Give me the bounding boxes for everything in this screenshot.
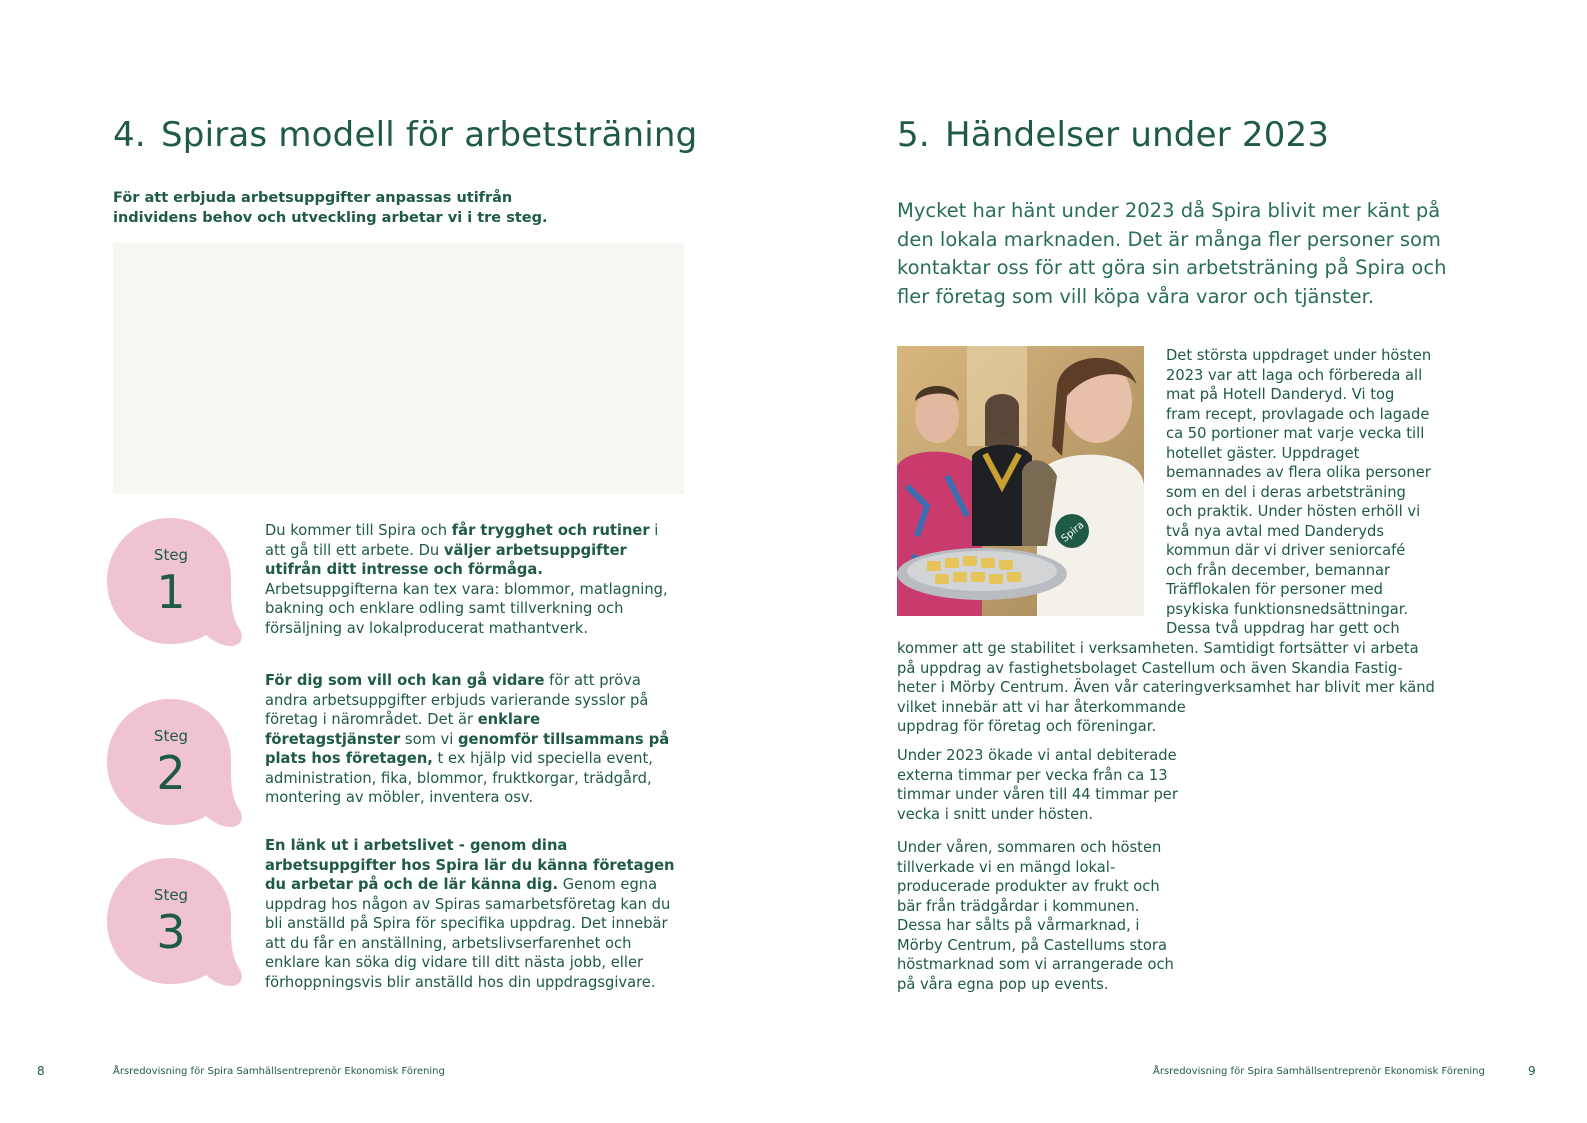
bold-run: enklare företagstjänster <box>265 711 541 748</box>
section-number: 4. <box>113 115 146 155</box>
section-number: 5. <box>897 115 930 155</box>
step-1-text <box>265 521 675 638</box>
step-number: 2 <box>156 746 186 800</box>
page-number: 9 <box>1528 1064 1536 1078</box>
step-label: Steg <box>153 546 189 564</box>
right-page <box>793 0 1587 1123</box>
paragraph-1-narrow <box>1166 346 1456 639</box>
page-number: 8 <box>37 1064 45 1078</box>
text-line: mat på Hotell Danderyd. Vi tog <box>1166 386 1395 403</box>
step-number: 3 <box>156 905 186 959</box>
text-line: Dessa två uppdrag har gett och <box>1166 620 1400 637</box>
text-line: psykiska funktionsnedsättningar. <box>1166 600 1409 618</box>
footer-text: Årsredovisning för Spira Samhällsentreprenör Ekonomisk Förening <box>113 1066 445 1077</box>
text-line: och praktik. Under hösten erhöll vi <box>1166 503 1421 520</box>
step-label: Steg <box>153 886 189 904</box>
text-run: Du kommer till Spira och <box>265 522 452 539</box>
step-number: 1 <box>156 565 186 619</box>
left-page <box>0 0 793 1123</box>
text-run: t ex hjälp vid speciella event, administration, fika, blommor, fruktkorgar, trädgård, montering av möbler, inventera osv. <box>265 750 653 806</box>
kitchen-photo <box>897 346 1144 616</box>
paragraph-1-continued <box>897 639 1457 737</box>
intro-text: För att erbjuda arbetsuppgifter anpassas utifrån individens behov och utveckling arbetar vi i tre steg. <box>113 190 548 226</box>
text-line: hotellet gäster. Uppdraget <box>1166 444 1360 462</box>
text-run: i att gå till ett arbete. Du <box>265 522 659 559</box>
text-line: ca 50 portioner mat varje vecka till <box>1166 425 1425 442</box>
text-line: Träfflokalen för personer med <box>1166 581 1383 598</box>
bold-run: får trygghet och rutiner <box>451 522 650 539</box>
lead-paragraph: Mycket har hänt under 2023 då Spira blivit mer känt på den lokala marknaden. Det är många fler personer som kontaktar oss för att göra sin arbetsträning på Spira och fler företag som vill köpa våra varor och tjänster. <box>897 199 1447 308</box>
bold-run: En länk ut i arbetslivet - genom dina arbetsuppgifter hos Spira lär du känna företagen du arbetar på och de lär känna dig. <box>265 837 675 893</box>
text-run: som vi <box>400 730 458 748</box>
text-line: och från december, bemannar <box>1166 561 1391 579</box>
step-3-text <box>265 836 675 992</box>
text-line: två nya avtal med Danderyds <box>1166 522 1385 540</box>
apron-logo-text: Spira <box>1059 519 1087 545</box>
text-line: vilket innebär att vi har återkommande <box>897 698 1186 716</box>
section-title: Spiras modell för arbetsträning <box>161 115 698 155</box>
bold-run: väljer arbetsuppgifter utifrån ditt intresse och förmåga. <box>265 541 627 578</box>
step-2-badge <box>107 697 237 827</box>
text-run: Arbetsuppgifterna kan tex vara: blommor, matlagning, bakning och enklare odling samt tillverkning och försäljning av lokalproducerat mathantverk. <box>265 580 668 637</box>
text-run: Genom egna uppdrag hos någon av Spiras samarbetsföretag kan du bli anställd på Spira för specifika uppdrag. Det innebär att du får en anställning, arbetslivserfarenhet och enklare kan söka dig vidare till ditt nästa jobb, eller förhoppningsvis blir anställd hos din uppdragsgivare. <box>265 876 671 991</box>
paragraph-3: Under våren, sommaren och hösten tillverkade vi en mängd lokal-producerade produkter av frukt och bär från trädgårdar i kommunen. Dessa har sålts på vårmarknad, i Mörby Centrum, på Castellums stora höstmarknad som vi arrangerade och på våra egna pop up events. <box>897 839 1174 993</box>
step-label: Steg <box>153 727 189 745</box>
step-1-badge <box>107 516 237 646</box>
paragraph-2: Under 2023 ökade vi antal debiterade externa timmar per vecka från ca 13 timmar under våren till 44 timmar per vecka i snitt under hösten. <box>897 747 1178 823</box>
text-line: bemannades av flera olika personer <box>1166 464 1431 481</box>
text-line: 2023 var att laga och förbereda all <box>1166 366 1423 384</box>
text-line: uppdrag för företag och föreningar. <box>897 718 1157 735</box>
text-line: på uppdrag av fastighetsbolaget Castellum och även Skandia Fastig- <box>897 659 1403 677</box>
text-run: för att pröva andra arbetsuppgifter erbjuds varierande sysslor på företag i närområdet. Det är <box>265 672 649 728</box>
text-line: som en del i deras arbetsträning <box>1166 483 1406 501</box>
section-title: Händelser under 2023 <box>945 115 1330 155</box>
bold-run: För dig som vill och kan gå vidare <box>265 672 545 689</box>
section-4-heading <box>113 115 697 155</box>
section-5-heading <box>897 115 1329 155</box>
bold-run: genomför tillsammans på plats hos företagen, <box>265 730 670 767</box>
footer-text: Årsredovisning för Spira Samhällsentreprenör Ekonomisk Förening <box>1153 1066 1485 1077</box>
text-line: heter i Mörby Centrum. Även vår cateringverksamhet har blivit mer känd <box>897 679 1435 696</box>
step-2-text <box>265 671 675 808</box>
text-line: kommer att ge stabilitet i verksamheten. Samtidigt fortsätter vi arbeta <box>897 640 1419 657</box>
step-3-badge <box>107 856 237 986</box>
text-line: fram recept, provlagade och lagade <box>1166 405 1430 423</box>
text-line: kommun där vi driver seniorcafé <box>1166 542 1406 559</box>
model-image-placeholder <box>113 243 684 494</box>
photo-illustration <box>897 346 1144 616</box>
text-line: Det största uppdraget under hösten <box>1166 347 1432 364</box>
